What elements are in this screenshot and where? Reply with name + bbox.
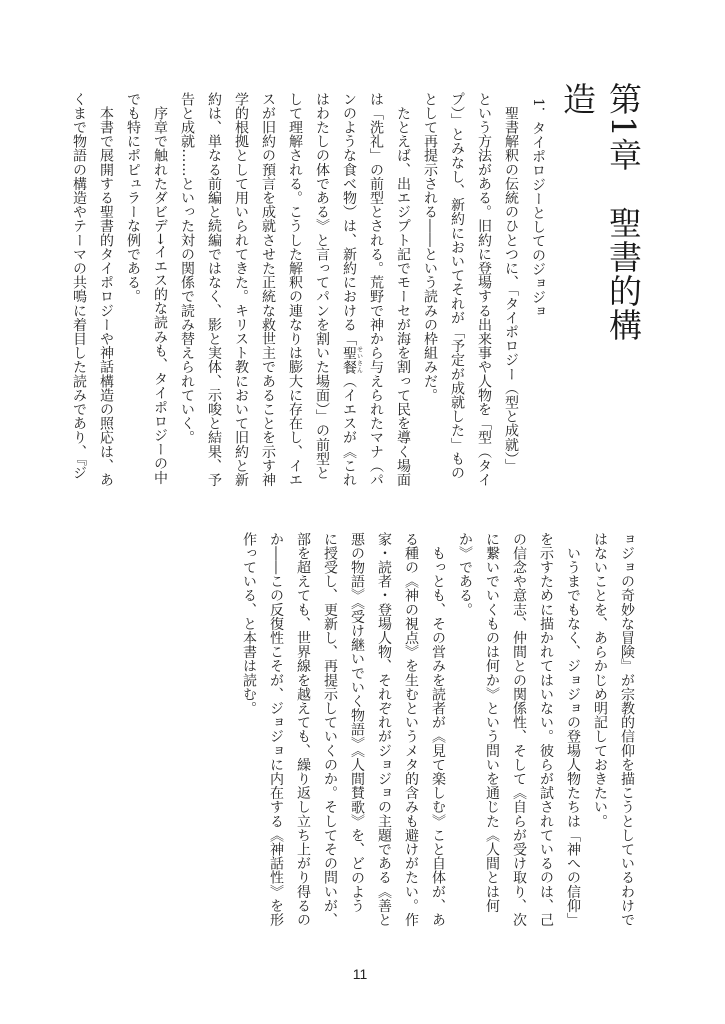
body-text-upper: [65, 92, 551, 506]
text-line: はないことを、あらかじめ明記しておきたい。: [592, 532, 608, 829]
text-line: 部を超えても、世界線を越えても、繰り返し立ち上がり得るの: [295, 532, 311, 927]
body-text-lower: [235, 532, 640, 946]
section-heading: 1．タイポロジーとしてのジョジョ: [530, 98, 546, 319]
text-line: たとえば、出エジプト記でモーセが海を割って民を導く場面: [395, 92, 411, 487]
text-line: は「洗礼」の前型とされる。荒野で神から与えられたマナ（パ: [368, 92, 384, 487]
text-line: スが旧約の預言を成就させた正統な救世主であることを示す神: [260, 92, 276, 487]
text-line: に授受し、更新し、再提示していくのか。そしてその問いが、: [322, 532, 338, 927]
text-line: という方法がある。旧約に登場する出来事や人物を「型（タイ: [476, 92, 492, 487]
text-line: か――この反復性こそが、ジョジョに内在する《神話性》を形: [268, 532, 284, 927]
text-line: か》である。: [457, 532, 473, 617]
text-line: 悪の物語》《受け継いでいく物語》《人間賛歌》を、どのよう: [349, 532, 365, 913]
chapter-title: 第1章 聖書的構造: [558, 82, 643, 342]
text-segment: ンのような食べ物）は、新約における「: [341, 92, 357, 346]
text-line: として再提示される――という読みの枠組みだ。: [422, 92, 438, 403]
text-line: くまで物語の構造やテーマの共鳴に着目した読みであり、『ジ: [71, 92, 87, 480]
text-line: を示すために描かれてはいない。彼らが試されているのは、己: [538, 532, 554, 927]
page-number: 11: [352, 966, 368, 982]
text-line: 家・読者・登場人物、それぞれがジョジョの主題である《善と: [376, 532, 392, 927]
text-line: 本書で展開する聖書的タイポロジーや神話構造の照応は、あ: [98, 92, 114, 487]
text-line: 作っている、と本書は読む。: [241, 532, 257, 716]
text-line: 学的根拠として用いられてきた。キリスト教において旧約と新: [233, 92, 249, 487]
text-line: 告と成就……といった対の関係で読み替えられていく。: [179, 92, 195, 445]
text-line: る種の《神の視点》を生むというメタ的含みも避けがたい。作: [403, 532, 419, 927]
text-line: 約は、単なる前編と続編ではなく、影と実体、示唆と結果、予: [206, 92, 222, 487]
text-line: 序章で触れたダビデ→イエス的な読みも、タイポロジーの中: [152, 92, 168, 485]
text-line: プ）」とみなし、新約においてそれが「予定が成就した」もの: [449, 92, 465, 480]
text-line-with-ruby: [335, 92, 362, 506]
text-line: もっとも、その営みを読者が《見て楽しむ》こと自体が、あ: [430, 532, 446, 927]
ruby-base: 聖餐: [341, 345, 357, 375]
text-line: はわたしの体である》と言ってパンを割いた場面）」の前型と: [314, 92, 330, 480]
text-line: 聖書解釈の伝統のひとつに、「タイポロジー（型と成就）」: [503, 92, 519, 473]
text-line: に繋いでいくものは何か》という問いを通じた《人間とは何: [484, 532, 500, 913]
text-segment: （イエスが《これ: [341, 374, 357, 487]
text-line: の信念や意志、仲間との関係性、そして《自らが受け取り、次: [511, 532, 527, 927]
text-line: いうまでもなく、ジョジョの登場人物たちは「神への信仰」: [565, 532, 581, 927]
text-line: ョジョの奇妙な冒険』が宗教的信仰を描こうとしているわけで: [619, 532, 635, 927]
ruby-reading: せいさん: [355, 345, 363, 375]
ruby-word: [341, 345, 363, 375]
text-line: して理解される。こうした解釈の連なりは膨大に存在し、イエ: [287, 92, 303, 487]
text-line: でも特にポピュラーな例である。: [125, 92, 141, 304]
